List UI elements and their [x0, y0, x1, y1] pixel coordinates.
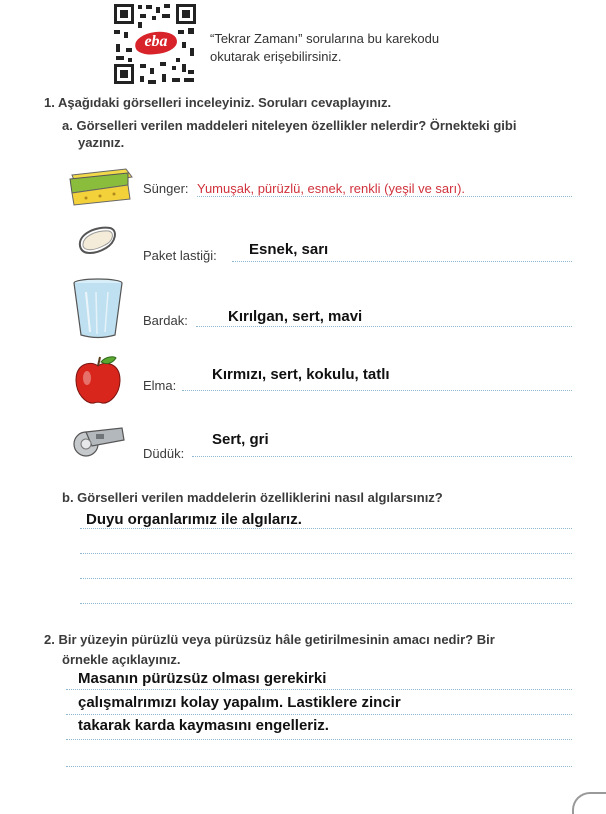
answer-line [197, 196, 572, 197]
item-label-sponge: Sünger: [143, 181, 189, 196]
answer-glass: Kırılgan, sert, mavi [228, 308, 363, 325]
answer-apple: Kırmızı, sert, kokulu, tatlı [212, 366, 390, 383]
answer-line [80, 603, 572, 604]
q1a-line2: yazınız. [78, 135, 125, 150]
rubber-band-icon [72, 222, 122, 258]
answer-line [66, 689, 572, 690]
answer-q2-line3: takarak karda kaymasını engelleriz. [78, 717, 329, 734]
item-label-apple: Elma: [143, 378, 177, 393]
item-label-glass: Bardak: [143, 313, 188, 328]
answer-q2-line2: çalışmalrımızı kolay yapalım. Lastiklere zincir [78, 694, 401, 711]
glass-icon [72, 278, 124, 340]
item-label-rubber-band: Paket lastiği: [143, 248, 217, 263]
q2-line2: örnekle açıklayınız. [62, 652, 181, 667]
eba-logo-text: eba [144, 33, 168, 50]
qr-note-line1: “Tekrar Zamanı” sorularına bu karekodu [210, 31, 440, 46]
qr-note [210, 30, 540, 66]
qr-note-line2: okutarak erişebilirsiniz. [210, 49, 342, 64]
sponge-icon [66, 165, 136, 207]
answer-rubber-band: Esnek, sarı [249, 241, 329, 258]
apple-icon [72, 354, 124, 406]
answer-line [66, 714, 572, 715]
answer-line [66, 739, 572, 740]
whistle-icon [70, 424, 126, 458]
answer-q2-line1: Masanın pürüzsüz olması gerekirki [78, 670, 327, 687]
answer-q1b: Duyu organlarımız ile algılarız. [86, 511, 302, 528]
answer-line [182, 390, 572, 391]
sponge-example: Yumuşak, pürüzlü, esnek, renkli (yeşil ve sarı). [197, 181, 466, 196]
q2-line1: 2. Bir yüzeyin pürüzlü veya pürüzsüz hâle getirilmesinin amacı nedir? Bir [44, 632, 495, 647]
answer-whistle: Sert, gri [212, 431, 269, 448]
answer-line [80, 553, 572, 554]
answer-line [196, 326, 572, 327]
item-label-whistle: Düdük: [143, 446, 185, 461]
q1b-question: b. Görselleri verilen maddelerin özelliklerini nasıl algılarsınız? [62, 490, 443, 505]
q1a-line1: a. Görselleri verilen maddeleri niteleyen özellikler nelerdir? Örnekteki gibi [62, 118, 517, 133]
answer-line [80, 528, 572, 529]
answer-line [232, 261, 572, 262]
page-corner [572, 792, 606, 814]
answer-line [80, 578, 572, 579]
answer-line [66, 766, 572, 767]
answer-line [192, 456, 572, 457]
q1-title: 1. Aşağıdaki görselleri inceleyiniz. Soruları cevaplayınız. [44, 95, 392, 110]
